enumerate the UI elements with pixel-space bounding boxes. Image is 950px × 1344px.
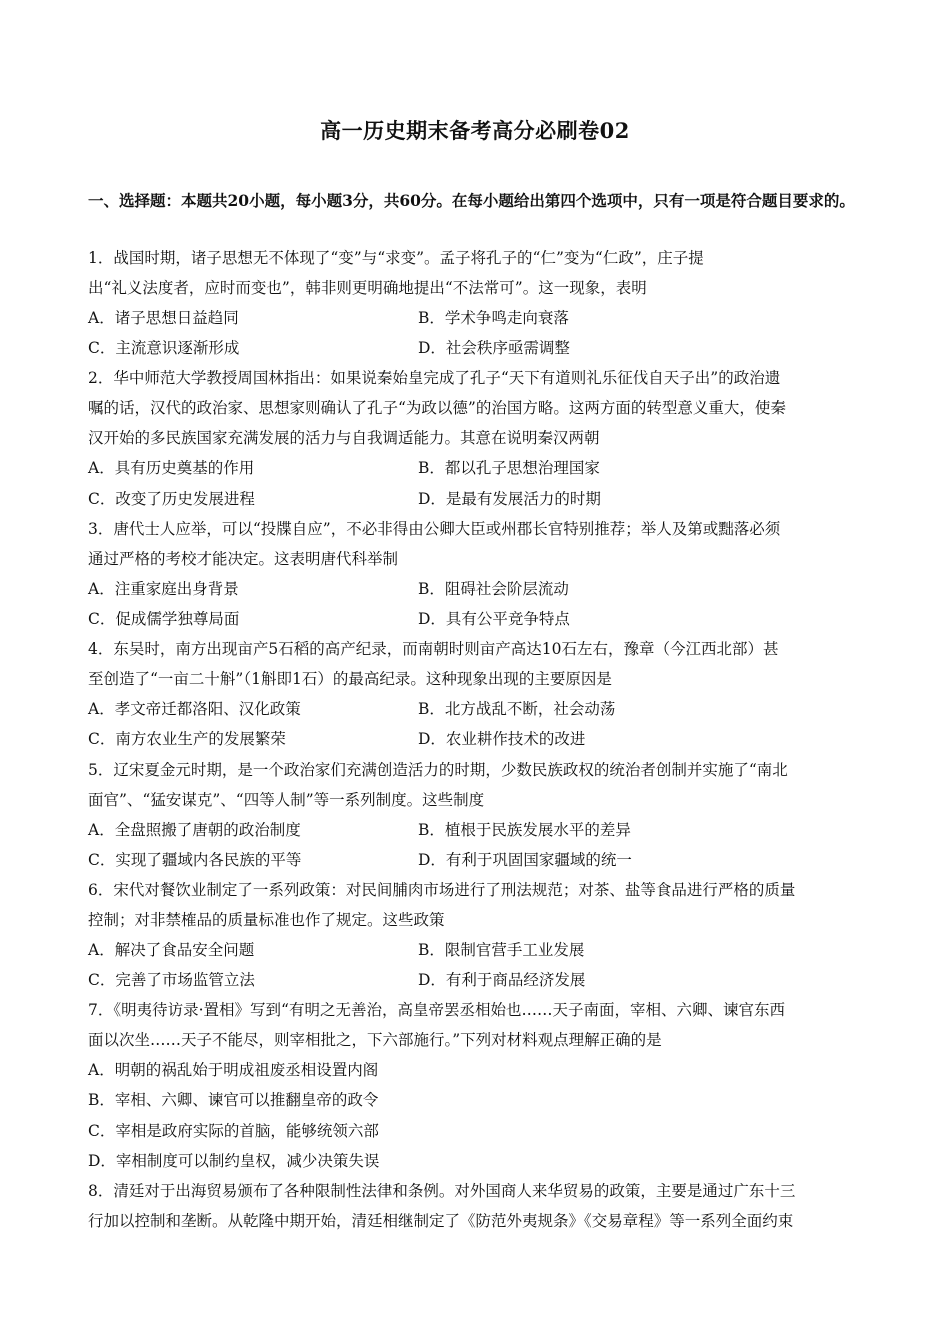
question-text-line: 1．战国时期，诸子思想无不体现了“变”与“求变”。孟子将孔子的“仁”变为“仁政”，庄子提 xyxy=(88,249,704,267)
section-heading: 一、选择题：本题共20小题，每小题3分，共60分。在每小题给出第四个选项中，只有一项是符合题目要求的。 xyxy=(88,191,855,210)
question-text-line: 行加以控制和垄断。从乾隆中期开始，清廷相继制定了《防范外夷规条》《交易章程》等一系列全面约束 xyxy=(88,1212,794,1230)
question-7 xyxy=(88,995,868,1176)
question-2 xyxy=(88,363,868,513)
option-c: C．改变了历史发展进程 xyxy=(88,489,255,508)
question-text-line: 6．宋代对餐饮业制定了一系列政策：对民间脯肉市场进行了刑法规范；对茶、盐等食品进行严格的质量 xyxy=(88,880,796,899)
question-3 xyxy=(88,514,868,634)
question-1 xyxy=(88,243,868,363)
question-4 xyxy=(88,634,868,754)
option-a: A．具有历史奠基的作用 xyxy=(88,459,255,478)
option-b: B．植根于民族发展水平的差异 xyxy=(418,820,631,839)
option-a: A．全盘照搬了唐朝的政治制度 xyxy=(88,820,301,839)
question-text-line: 通过严格的考校才能决定。这表明唐代科举制 xyxy=(88,549,399,568)
question-text-line: 出“礼义法度者，应时而变也”，韩非则更明确地提出“不法常可”。这一现象，表明 xyxy=(88,279,647,297)
question-5 xyxy=(88,755,868,875)
question-text-line: 汉开始的多民族国家充满发展的活力与自我调适能力。其意在说明秦汉两朝 xyxy=(88,429,600,448)
option-d: D．具有公平竞争特点 xyxy=(418,609,570,628)
option-d: D．宰相制度可以制约皇权，减少决策失误 xyxy=(88,1151,380,1170)
question-text-line: 至创造了“一亩二十斛”（1斛即1石）的最高纪录。这种现象出现的主要原因是 xyxy=(88,670,612,689)
question-text-line: 7．《明夷待访录·置相》写到“有明之无善治，高皇帝罢丞相始也……天子南面，宰相、六卿、谏官东西 xyxy=(88,1001,785,1020)
option-a: A．诸子思想日益趋同 xyxy=(88,309,239,327)
question-text-line: 3．唐代士人应举，可以“投牒自应”，不必非得由公卿大臣或州郡长官特别推荐；举人及第或黜落必须 xyxy=(88,519,781,538)
option-b: B．阻碍社会阶层流动 xyxy=(418,579,569,598)
option-d: D．有利于商品经济发展 xyxy=(418,971,586,990)
option-d: D．社会秩序亟需调整 xyxy=(418,339,570,358)
option-a: A．孝文帝迁都洛阳、汉化政策 xyxy=(88,700,301,719)
option-c: C．主流意识逐渐形成 xyxy=(88,339,240,358)
question-list xyxy=(88,243,868,1236)
option-c: C．促成儒学独尊局面 xyxy=(88,609,240,628)
question-text-line: 2．华中师范大学教授周国林指出：如果说秦始皇完成了孔子“天下有道则礼乐征伐自天子出”的政治遗 xyxy=(88,369,781,388)
question-text-line: 面官”、“猛安谋克”、“四等人制”等一系列制度。这些制度 xyxy=(88,790,485,809)
option-d: D．农业耕作技术的改进 xyxy=(418,730,586,749)
question-text-line: 8．清廷对于出海贸易颁布了各种限制性法律和条例。对外国商人来华贸易的政策，主要是通过广东十三 xyxy=(88,1182,796,1200)
question-8 xyxy=(88,1176,868,1236)
question-6 xyxy=(88,875,868,995)
question-text-line: 面以次坐……天子不能尽，则宰相批之，下六部施行。”下列对材料观点理解正确的是 xyxy=(88,1031,662,1050)
option-b: B．学术争鸣走向衰落 xyxy=(418,309,569,327)
option-c: C．实现了疆域内各民族的平等 xyxy=(88,850,302,869)
question-text-line: 4．东吴时，南方出现亩产5石稻的高产纪录，而南朝时则亩产高达10石左右，豫章（今江西北部）甚 xyxy=(88,640,779,659)
option-b: B．限制官营手工业发展 xyxy=(418,940,585,959)
option-b: B．都以孔子思想治理国家 xyxy=(418,459,600,478)
option-c: C．完善了市场监管立法 xyxy=(88,971,255,990)
option-b: B．宰相、六卿、谏官可以推翻皇帝的政令 xyxy=(88,1091,379,1110)
option-c: C．南方农业生产的发展繁荣 xyxy=(88,730,286,749)
option-b: B．北方战乱不断，社会动荡 xyxy=(418,700,616,719)
question-text-line: 嘱的话，汉代的政治家、思想家则确认了孔子“为政以德”的治国方略。这两方面的转型意义重大，使秦 xyxy=(88,399,786,418)
option-a: A．解决了食品安全问题 xyxy=(88,940,255,959)
page-title: 高一历史期末备考高分必刷卷02 xyxy=(320,118,630,143)
option-d: D．有利于巩固国家疆域的统一 xyxy=(418,850,632,869)
question-text-line: 控制；对非禁榷品的质量标准也作了规定。这些政策 xyxy=(88,910,445,929)
question-text-line: 5．辽宋夏金元时期，是一个政治家们充满创造活力的时期，少数民族政权的统治者创制并实施了“南北 xyxy=(88,760,788,779)
option-d: D．是最有发展活力的时期 xyxy=(418,489,601,508)
option-a: A．注重家庭出身背景 xyxy=(88,579,239,598)
option-c: C．宰相是政府实际的首脑，能够统领六部 xyxy=(88,1121,379,1140)
option-a: A．明朝的祸乱始于明成祖废丞相设置内阁 xyxy=(88,1061,379,1080)
